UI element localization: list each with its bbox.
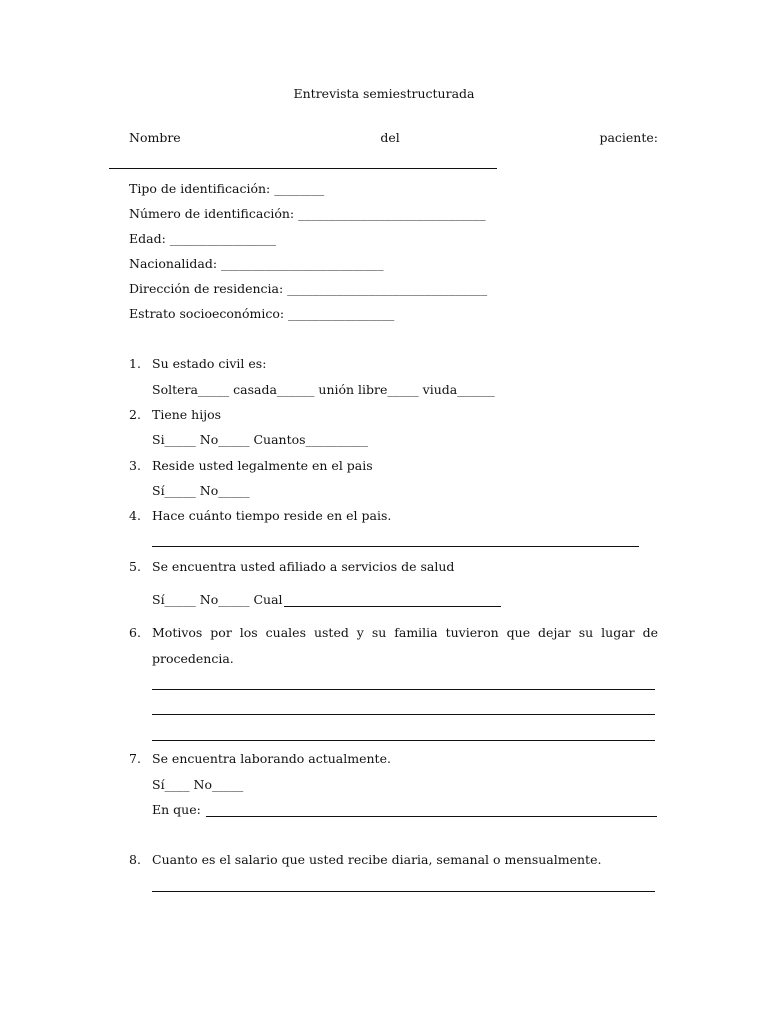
field-socioeconomic[interactable]: Estrato socioeconómico: _________________ <box>129 306 395 321</box>
patient-name-word-2: del <box>380 130 400 145</box>
residence-time-blank[interactable] <box>152 546 639 547</box>
legal-residence-options[interactable]: Sí_____ No_____ <box>152 483 250 498</box>
question-number: 3. <box>129 458 141 473</box>
field-nationality[interactable]: Nacionalidad: __________________________ <box>129 256 384 271</box>
health-services-which-blank[interactable] <box>284 606 501 607</box>
question-salary: Cuanto es el salario que usted recibe diaria, semanal o mensualmente. <box>152 852 602 867</box>
field-id-number[interactable]: Número de identificación: ______________________________ <box>129 206 486 221</box>
question-number: 4. <box>129 508 141 523</box>
question-number: 7. <box>129 751 141 766</box>
working-in-what-label: En que: <box>152 802 201 817</box>
question-number: 8. <box>129 852 141 867</box>
salary-blank[interactable] <box>152 891 655 892</box>
question-health-services: Se encuentra usted afiliado a servicios de salud <box>152 559 455 574</box>
question-number: 5. <box>129 559 141 574</box>
document-title: Entrevista semiestructurada <box>293 86 475 101</box>
reasons-blank-line-1[interactable] <box>152 689 655 690</box>
question-children: Tiene hijos <box>152 407 222 422</box>
reasons-blank-line-2[interactable] <box>152 714 655 715</box>
working-in-what-blank[interactable] <box>206 816 657 817</box>
health-services-options[interactable]: Sí_____ No_____ Cual <box>152 592 283 607</box>
civil-status-options[interactable]: Soltera_____ casada______ unión libre_____ viuda______ <box>152 382 495 397</box>
working-options[interactable]: Sí____ No_____ <box>152 777 244 792</box>
question-reasons-leaving: Motivos por los cuales usted y su familia tuvieron que dejar su lugar de procedencia. <box>152 625 658 666</box>
question-number: 6. <box>129 625 141 640</box>
patient-name-label <box>129 130 658 146</box>
question-legal-residence: Reside usted legalmente en el pais <box>152 458 373 473</box>
question-residence-time: Hace cuánto tiempo reside en el pais. <box>152 508 392 523</box>
question-number: 1. <box>129 356 141 371</box>
patient-name-word-3: paciente: <box>599 130 658 145</box>
children-options[interactable]: Si_____ No_____ Cuantos__________ <box>152 432 369 447</box>
patient-name-word-1: Nombre <box>129 130 181 145</box>
question-number: 2. <box>129 407 141 422</box>
reasons-blank-line-3[interactable] <box>152 740 655 741</box>
patient-name-blank[interactable] <box>109 168 497 169</box>
field-age[interactable]: Edad: _________________ <box>129 231 277 246</box>
field-address[interactable]: Dirección de residencia: ________________________________ <box>129 281 488 296</box>
field-id-type[interactable]: Tipo de identificación: ________ <box>129 181 325 196</box>
question-civil-status: Su estado civil es: <box>152 356 267 371</box>
question-working: Se encuentra laborando actualmente. <box>152 751 391 766</box>
